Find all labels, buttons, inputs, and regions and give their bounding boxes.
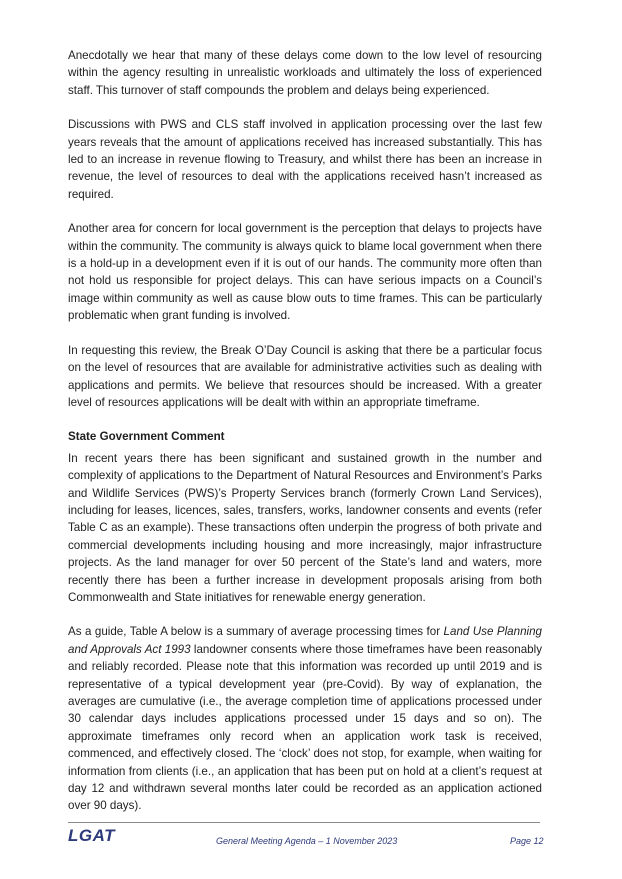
footer-meeting-title: General Meeting Agenda – 1 November 2023 bbox=[216, 836, 398, 846]
paragraph-text-after: landowner consents where those timeframes have been reasonably and reliably recorded. Please note that this information was recorded up until 2019 and is representative of a typical development year (pre-Covid). By way of explanation, the averages are cumulative (i.e., the average completion time of applications processed under 30 calendar days includes applications processed under 15 days and so on). The approximate timeframes only record when an application work task is received, commenced, and effectively closed. The ‘clock’ does not stop, for example, when waiting for information from clients (i.e., an application that has been put on hold at a client’s request at day 12 and withdrawn several months later could be recorded as an application actioned over 90 days). bbox=[68, 642, 542, 813]
page-body bbox=[68, 47, 542, 832]
paragraph-text-before: As a guide, Table A below is a summary of average processing times for bbox=[68, 625, 444, 639]
paragraph-review-request: In requesting this review, the Break O’Day Council is asking that there be a particular focus on the level of resources that are available for administrative activities such as dealing with applications and permits. We believe that resources should be increased. With a greater level of resources applications will be dealt with within an appropriate timeframe. bbox=[68, 343, 542, 409]
footer-divider bbox=[68, 822, 540, 823]
paragraph-discussions: Discussions with PWS and CLS staff involved in application processing over the last few years reveals that the amount of applications received has increased substantially. This has led to an increase in revenue flowing to Treasury, and whilst there has been an increase in revenue, the level of resources to deal with the applications received hasn’t increased as required. bbox=[68, 118, 542, 201]
section-heading: State Government Comment bbox=[68, 430, 225, 444]
act-title: Land Use Planning and Approvals Act 1993 bbox=[68, 625, 542, 656]
paragraph-community-perception: Another area for concern for local government is the perception that delays to projects have within the community. The community is always quick to blame local government when there is a hold-up in a development even if it is out of our hands. The community more often than not hold us responsible for project delays. This can have serious impacts on a Council’s image within community as well as cause blow outs to time frames. This can be particularly problematic when grant funding is involved. bbox=[68, 222, 542, 323]
paragraph-resourcing: Anecdotally we hear that many of these delays come down to the low level of resourcing within the agency resulting in unrealistic workloads and ultimately the loss of experienced staff. This turnover of staff compounds the problem and delays being experienced. bbox=[68, 49, 542, 97]
page-number: Page 12 bbox=[510, 836, 544, 846]
paragraph-table-a-guide bbox=[68, 623, 542, 814]
paragraph-state-government: In recent years there has been significant and sustained growth in the number and complexity of applications to the Department of Natural Resources and Environment’s Parks and Wildlife Services (PWS)’s Property Services branch (formerly Crown Land Services), including for leases, licences, sales, transfers, works, landowner consents and events (refer Table C as an example). These transactions often underpin the progress of both private and commercial developments including housing and more increasingly, major infrastructure projects. As the land manager for over 50 percent of the State’s land and waters, more recently there has been a further increase in development proposals arising from both Commonwealth and State initiatives for renewable energy generation. bbox=[68, 451, 542, 604]
lgat-logo: LGAT bbox=[68, 826, 116, 845]
